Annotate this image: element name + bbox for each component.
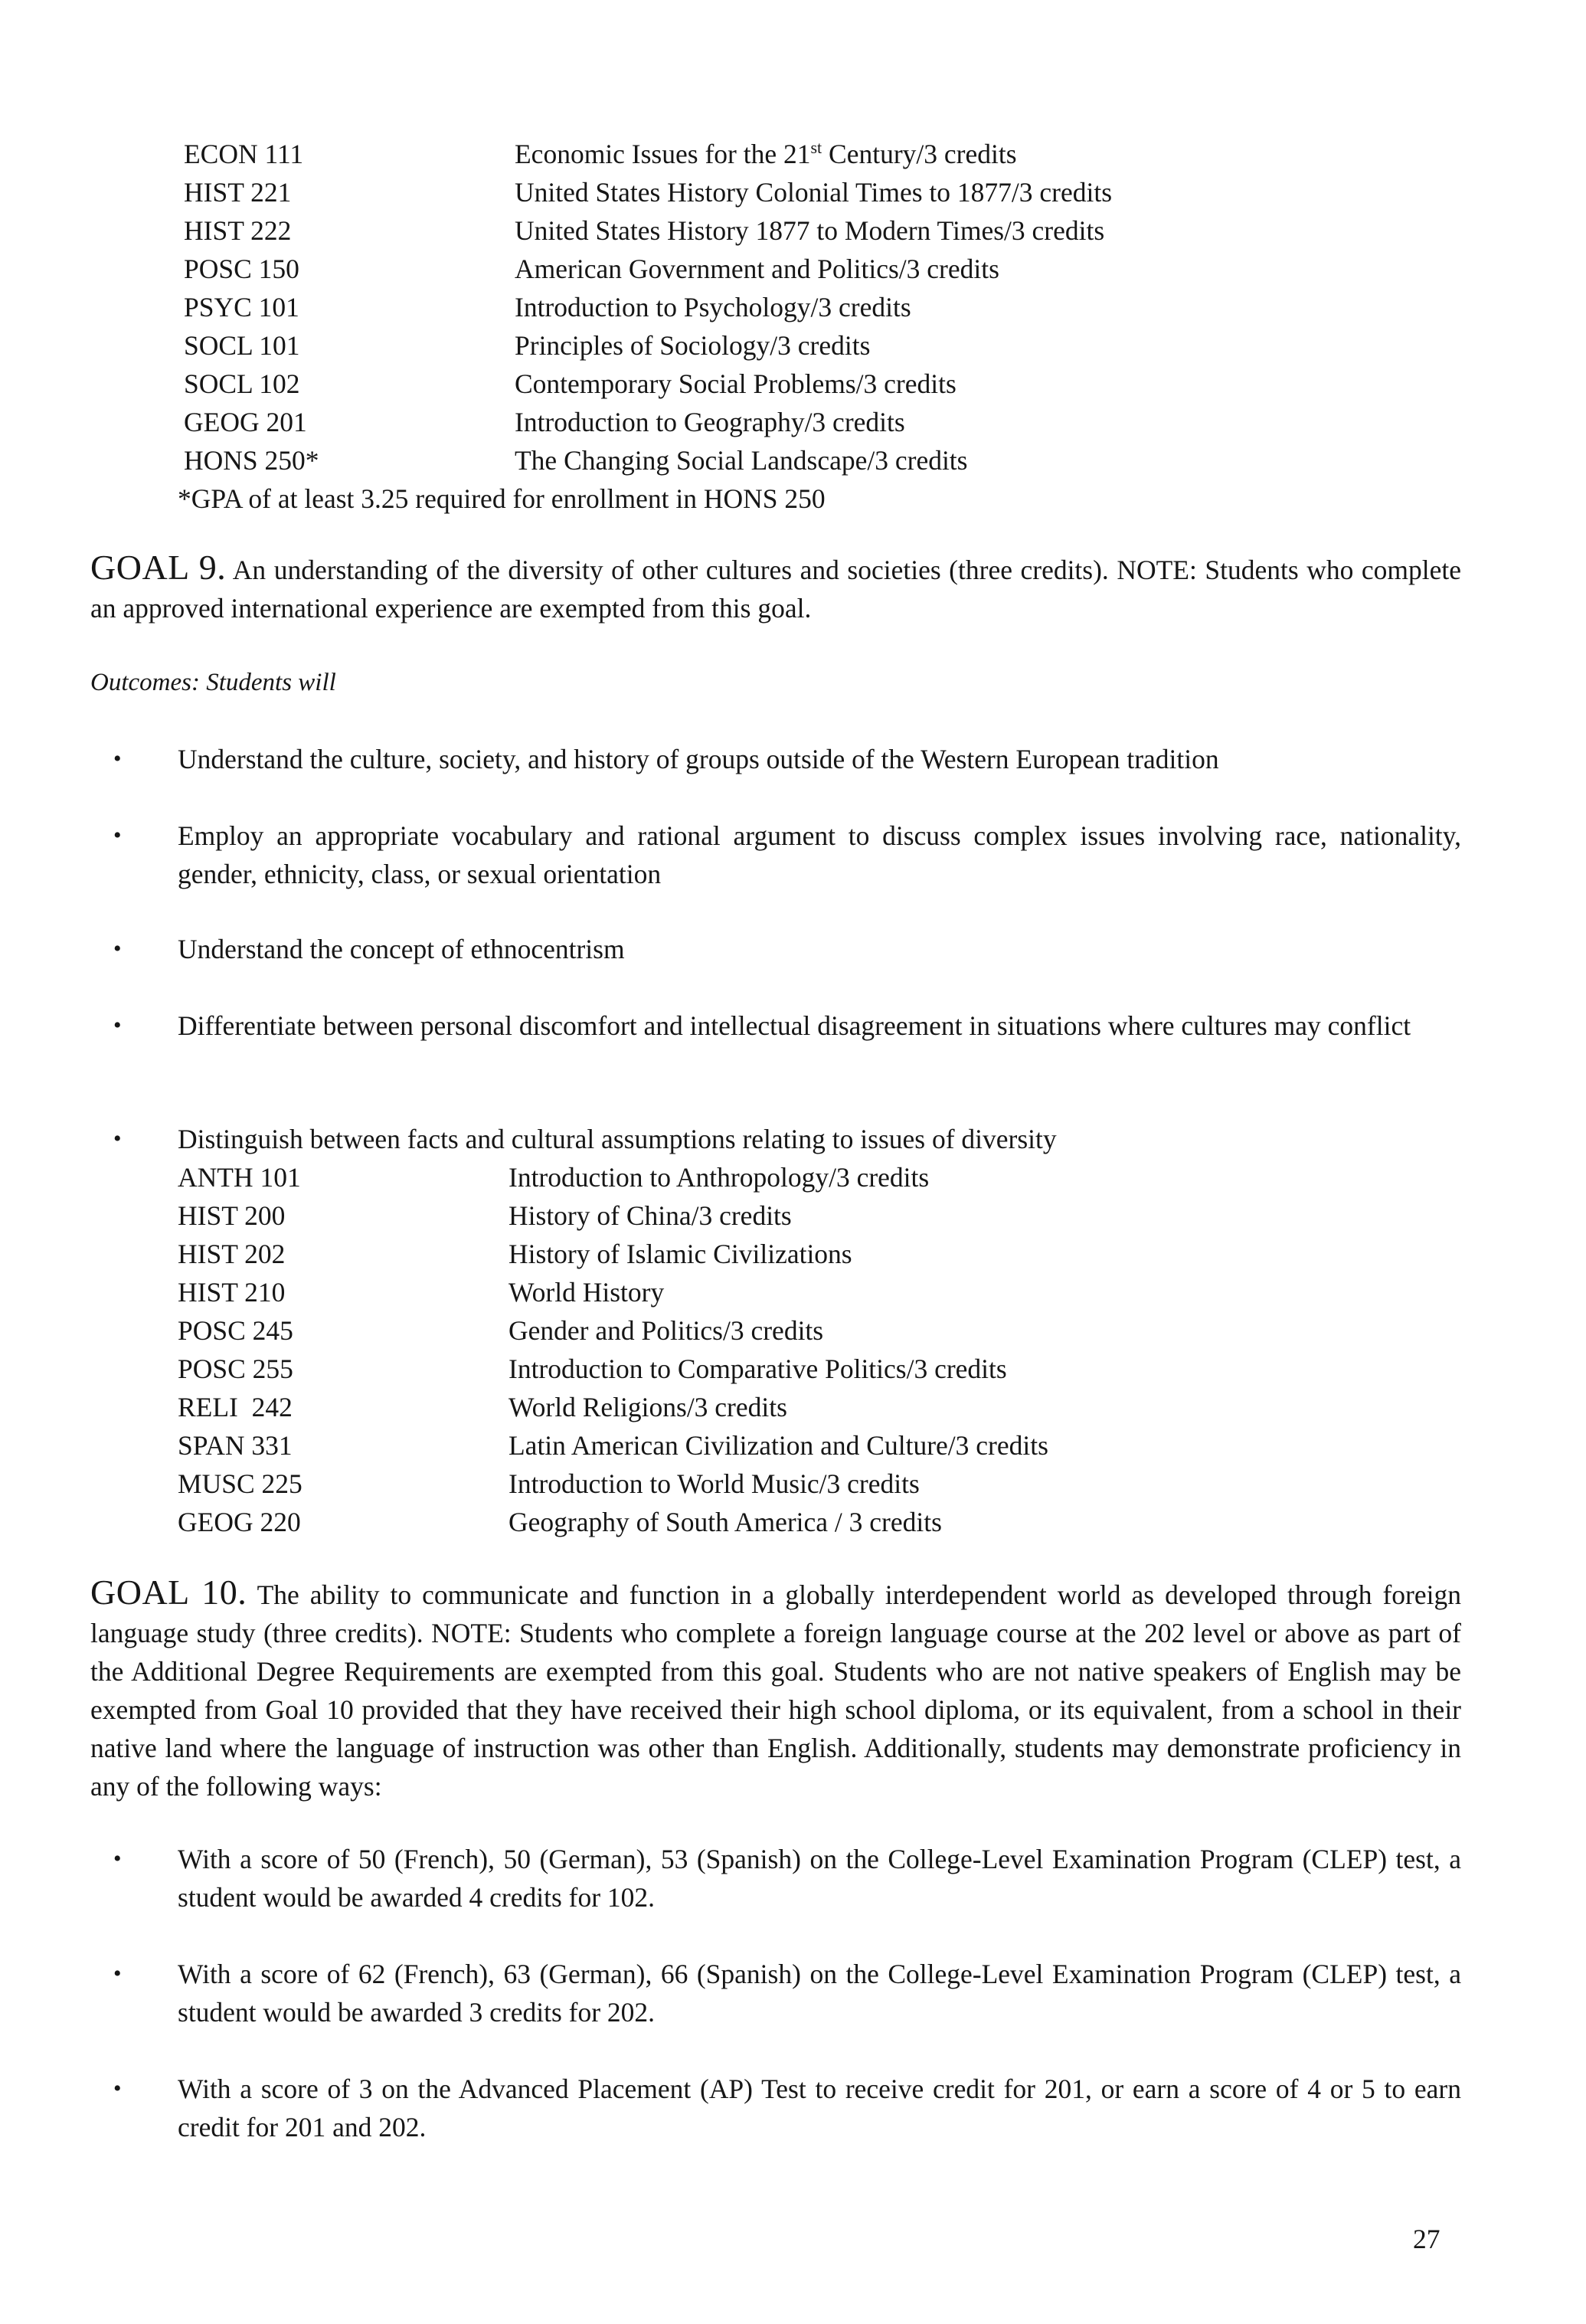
course-row bbox=[184, 288, 1486, 326]
outcome-item: • Distinguish between facts and cultural assumptions relating to issues of diversity bbox=[113, 1120, 1461, 1158]
course-row bbox=[178, 1388, 1480, 1426]
proficiency-option: • With a score of 62 (French), 63 (German), 66 (Spanish) on the College-Level Examination Program (CLEP) test, a student would be awarded 3 credits for 202. bbox=[113, 1955, 1461, 2031]
social-science-course-list bbox=[184, 135, 1486, 480]
course-code: RELI 242 bbox=[178, 1392, 293, 1422]
course-title: History of China/3 credits bbox=[509, 1200, 792, 1231]
goal-9-paragraph bbox=[90, 548, 1461, 627]
course-title: Contemporary Social Problems/3 credits bbox=[515, 368, 957, 399]
course-code: SOCL 102 bbox=[184, 368, 300, 399]
course-row bbox=[178, 1503, 1480, 1541]
proficiency-option: • With a score of 3 on the Advanced Placement (AP) Test to receive credit for 201, or earn a score of 4 or 5 to earn credit for 201 and 202. bbox=[113, 2070, 1461, 2146]
course-title: The Changing Social Landscape/3 credits bbox=[515, 445, 968, 476]
course-code: ANTH 101 bbox=[178, 1162, 301, 1193]
course-title: History of Islamic Civilizations bbox=[509, 1239, 852, 1269]
course-title: Principles of Sociology/3 credits bbox=[515, 330, 871, 361]
course-code: HIST 222 bbox=[184, 215, 292, 246]
course-row bbox=[184, 211, 1486, 250]
course-code: HONS 250* bbox=[184, 445, 319, 476]
outcome-item: • Differentiate between personal discomfort and intellectual disagreement in situations where cultures may conflict bbox=[113, 1007, 1461, 1045]
course-row bbox=[178, 1196, 1480, 1235]
course-title: World History bbox=[509, 1277, 665, 1308]
bullet-icon: • bbox=[113, 1961, 122, 1986]
diversity-course-list bbox=[178, 1158, 1480, 1541]
course-code: HIST 210 bbox=[178, 1277, 286, 1308]
gpa-note: *GPA of at least 3.25 required for enrollment in HONS 250 bbox=[178, 483, 826, 514]
course-title: United States History 1877 to Modern Times/3 credits bbox=[515, 215, 1105, 246]
proficiency-option: • With a score of 50 (French), 50 (German), 53 (Spanish) on the College-Level Examination Program (CLEP) test, a student would be awarded 4 credits for 102. bbox=[113, 1840, 1461, 1916]
course-row bbox=[184, 173, 1486, 211]
bullet-icon: • bbox=[113, 746, 122, 771]
course-title: Introduction to Geography/3 credits bbox=[515, 407, 905, 437]
course-row bbox=[184, 365, 1486, 403]
course-row bbox=[184, 250, 1486, 288]
course-code: GEOG 220 bbox=[178, 1507, 301, 1537]
course-code: POSC 150 bbox=[184, 254, 299, 284]
course-title: Gender and Politics/3 credits bbox=[509, 1315, 824, 1346]
course-code: ECON 111 bbox=[184, 139, 304, 169]
course-title: American Government and Politics/3 credits bbox=[515, 254, 999, 284]
course-row bbox=[178, 1158, 1480, 1196]
course-title: United States History Colonial Times to 1877/3 credits bbox=[515, 177, 1113, 208]
course-title: Geography of South America / 3 credits bbox=[509, 1507, 942, 1537]
course-code: GEOG 201 bbox=[184, 407, 307, 437]
course-title: Introduction to Psychology/3 credits bbox=[515, 292, 911, 322]
page-number: 27 bbox=[1413, 2224, 1440, 2254]
course-row bbox=[184, 441, 1486, 480]
course-code: HIST 221 bbox=[184, 177, 292, 208]
goal-10-text: The ability to communicate and function in a globally interdependent world as developed through foreign language study (three credits). NOTE: Students who complete a foreign language course at the 202 level or above as part of the Additional Degree Requirements are exempted from this goal. Students who are not native speakers of English may be exempted from Goal 10 provided that they have received their high school diploma, or its equivalent, from a school in their native land where the language of instruction was other than English. Additionally, students may demonstrate proficiency in any of the following ways: bbox=[90, 1579, 1461, 1802]
course-code: POSC 245 bbox=[178, 1315, 293, 1346]
bullet-icon: • bbox=[113, 1846, 122, 1871]
course-code: HIST 202 bbox=[178, 1239, 286, 1269]
goal-9-heading: GOAL 9. bbox=[90, 548, 227, 587]
course-row bbox=[184, 326, 1486, 365]
course-code: MUSC 225 bbox=[178, 1468, 302, 1499]
outcome-item: • Understand the concept of ethnocentrism bbox=[113, 930, 1461, 968]
goal-10-heading: GOAL 10. bbox=[90, 1573, 247, 1612]
course-row bbox=[178, 1426, 1480, 1465]
bullet-icon: • bbox=[113, 1013, 122, 1038]
course-row bbox=[178, 1350, 1480, 1388]
course-row bbox=[178, 1273, 1480, 1311]
course-title: Introduction to World Music/3 credits bbox=[509, 1468, 920, 1499]
outcomes-label: Outcomes: Students will bbox=[90, 669, 336, 696]
course-code: SPAN 331 bbox=[178, 1430, 293, 1461]
bullet-icon: • bbox=[113, 936, 122, 961]
course-code: SOCL 101 bbox=[184, 330, 300, 361]
course-row bbox=[184, 135, 1486, 173]
goal-9-text: An understanding of the diversity of other cultures and societies (three credits). NOTE: Students who complete an approved international experience are exempted from this goal. bbox=[90, 555, 1461, 624]
course-code: HIST 200 bbox=[178, 1200, 286, 1231]
course-row bbox=[178, 1465, 1480, 1503]
course-title: Introduction to Anthropology/3 credits bbox=[509, 1162, 930, 1193]
outcome-item: • Employ an appropriate vocabulary and rational argument to discuss complex issues involving race, nationality, gender, ethnicity, class, or sexual orientation bbox=[113, 817, 1461, 893]
course-row bbox=[178, 1235, 1480, 1273]
bullet-icon: • bbox=[113, 2076, 122, 2101]
course-title: World Religions/3 credits bbox=[509, 1392, 787, 1422]
course-code: PSYC 101 bbox=[184, 292, 299, 322]
bullet-icon: • bbox=[113, 823, 122, 848]
bullet-icon: • bbox=[113, 1126, 122, 1151]
outcome-item: • Understand the culture, society, and history of groups outside of the Western European tradition bbox=[113, 740, 1461, 778]
course-title: Latin American Civilization and Culture/3 credits bbox=[509, 1430, 1048, 1461]
course-row bbox=[178, 1311, 1480, 1350]
course-code: POSC 255 bbox=[178, 1353, 293, 1384]
course-title: Introduction to Comparative Politics/3 credits bbox=[509, 1353, 1007, 1384]
course-row bbox=[184, 403, 1486, 441]
course-title: Economic Issues for the 21st Century/3 credits bbox=[515, 138, 1017, 169]
goal-10-paragraph bbox=[90, 1573, 1461, 1805]
